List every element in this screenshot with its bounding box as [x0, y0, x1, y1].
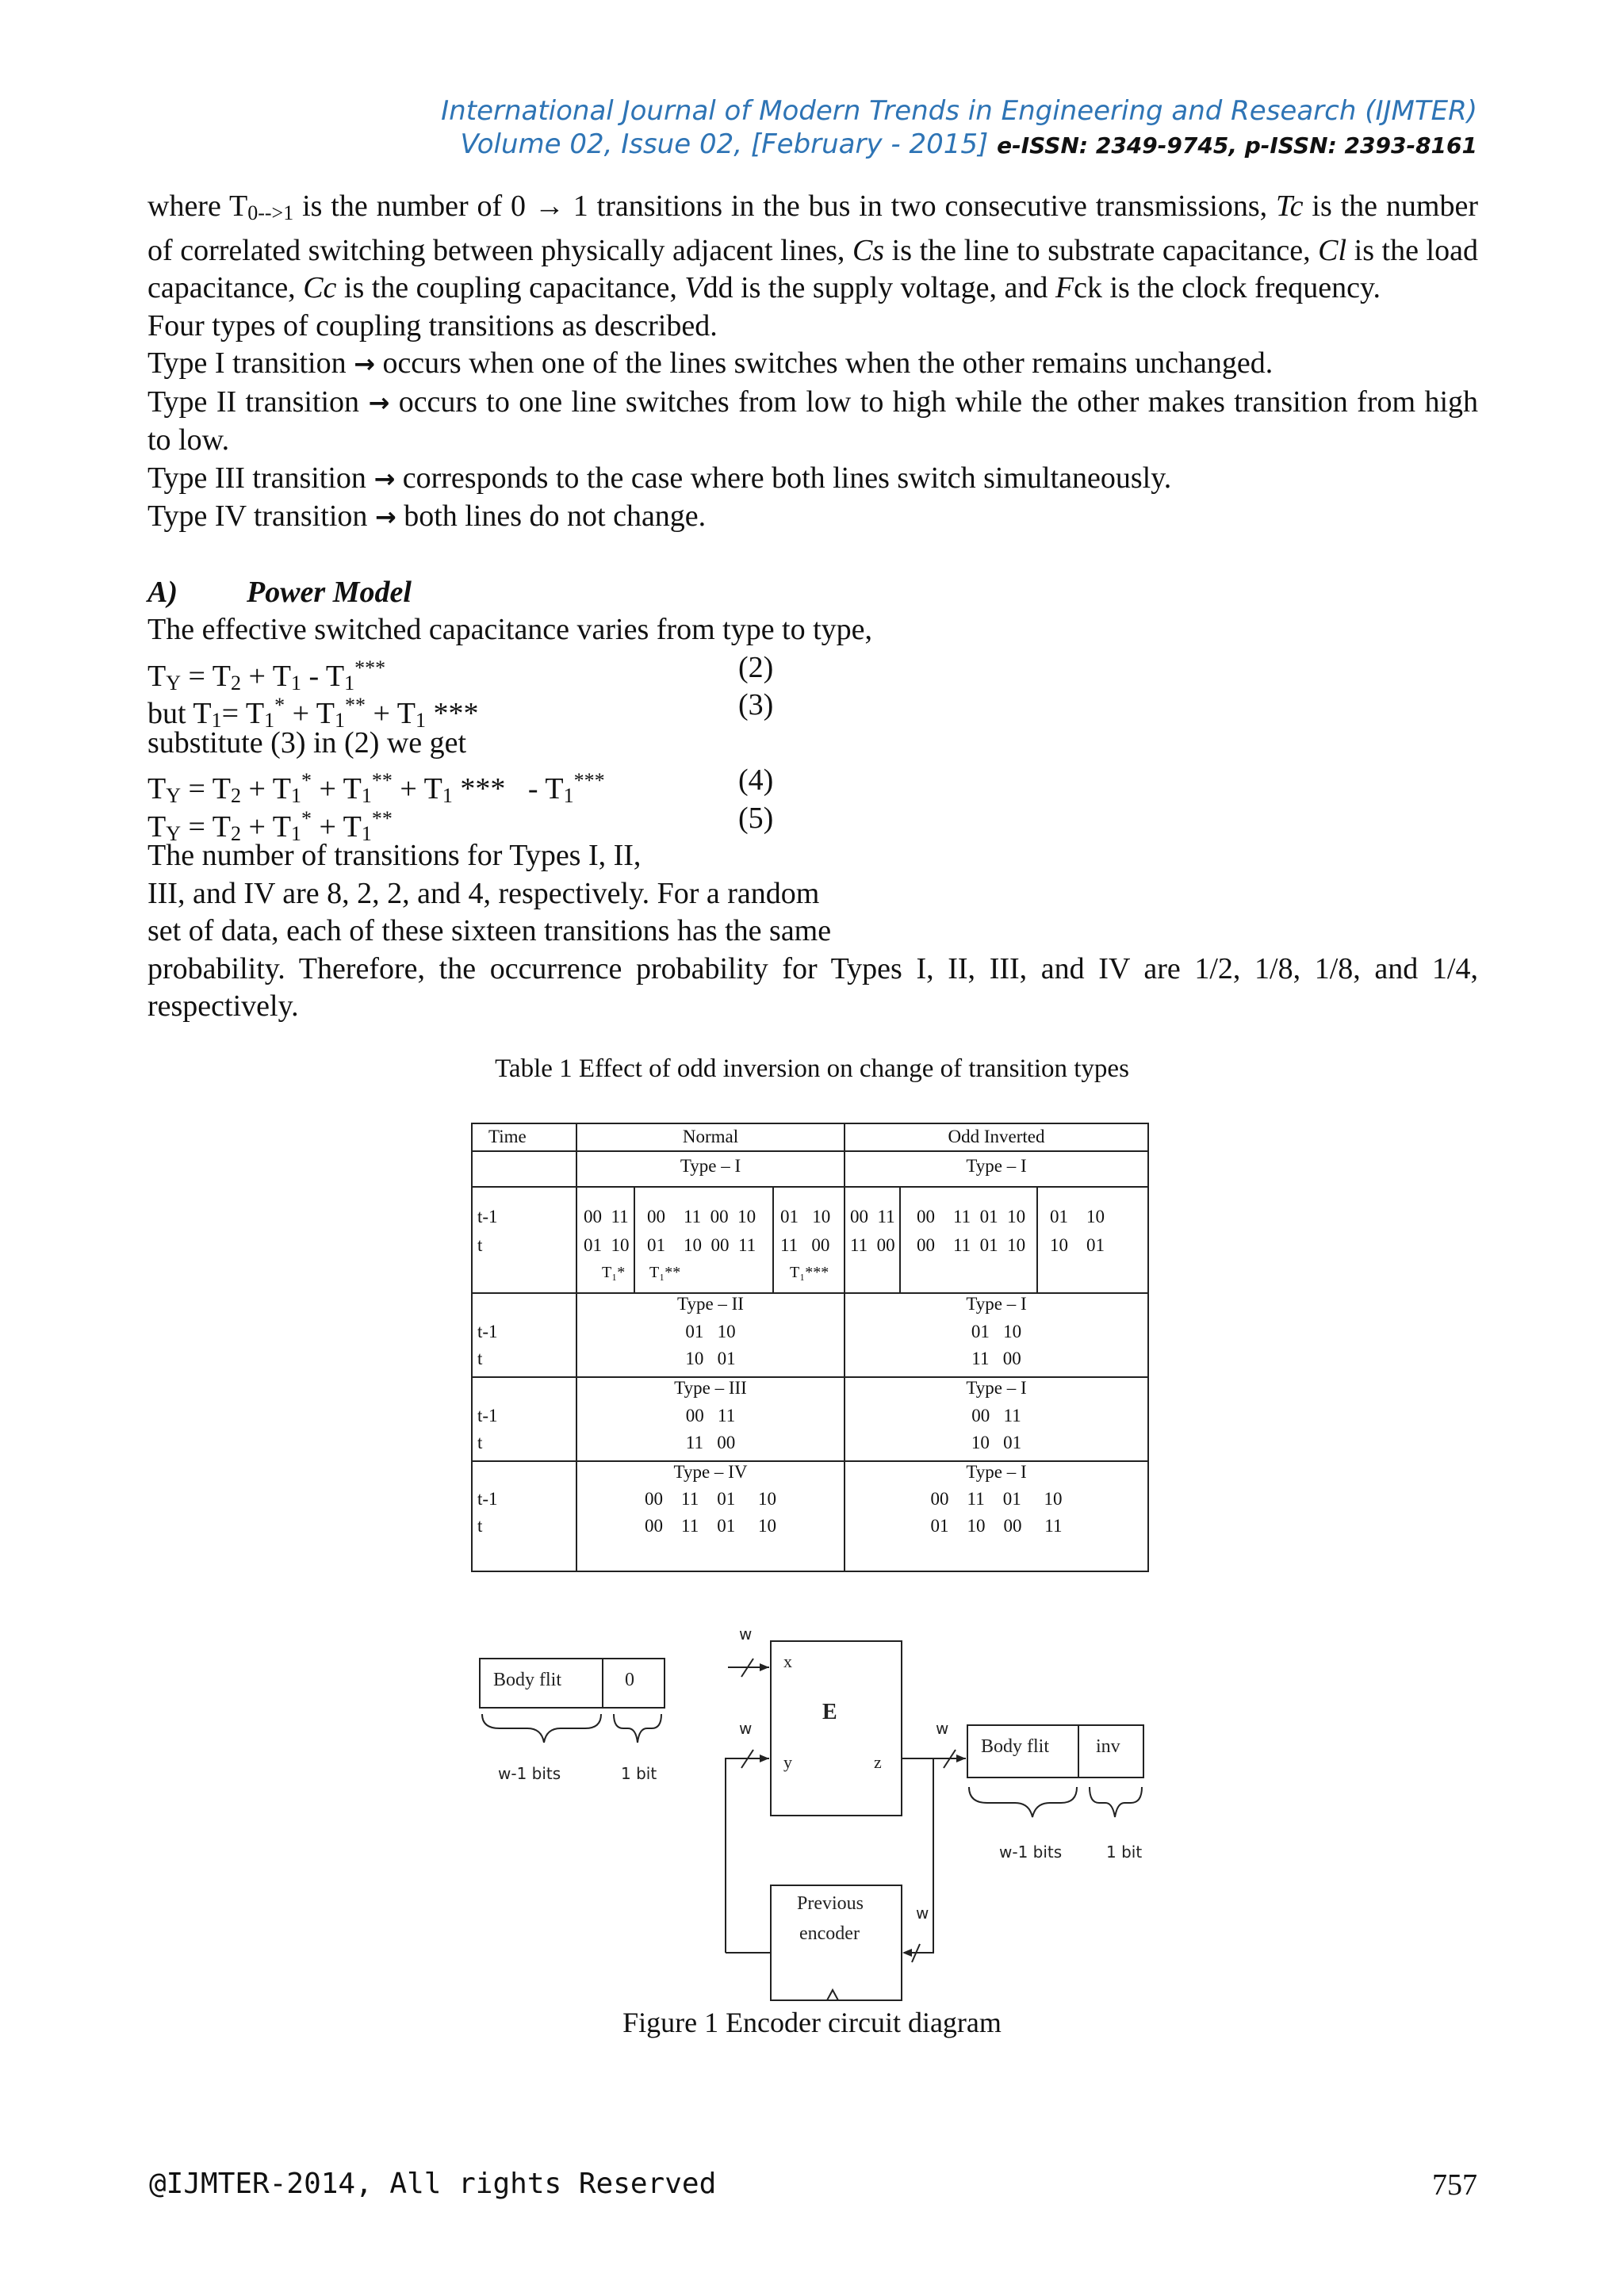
row1-normal-type: Type – I [680, 1156, 741, 1176]
type-2-line: Type II transition → occurs to one line switches from low to high while the other makes transition from high to low. [147, 385, 1479, 457]
row-label: t [477, 1235, 483, 1255]
equation-number: (3) [738, 688, 774, 721]
row1-odd-type: Type – I [966, 1156, 1027, 1176]
equation-number: (5) [738, 801, 774, 835]
equation-expression: substitute (3) in (2) we get [147, 725, 467, 760]
t1-star-label: T₁* [602, 1264, 626, 1281]
transitions-line-2: III, and IV are 8, 2, 2, and 4, respectively. For a random [147, 876, 820, 910]
y-label: y [783, 1752, 792, 1772]
copyright: @IJMTER-2014, All rights Reserved [149, 2168, 717, 2200]
table-cell: 10 01 [971, 1433, 1022, 1452]
equation-4 [147, 725, 1478, 763]
row4-odd-type: Type – I [966, 1462, 1027, 1482]
arrowhead-icon [902, 1949, 912, 1957]
w-label: w [916, 1904, 929, 1923]
equation-expression: but $T_1= T_1^* + T_1^{**} + T_1$ *** [147, 694, 479, 732]
type-1-line: Type I transition → occurs when one of the lines switches when the other remains unchanged. [147, 346, 1274, 380]
table-cell: 00 11 [685, 1406, 736, 1425]
row-label: t [477, 1433, 483, 1452]
left-brace-w1 [482, 1714, 601, 1743]
arrow-icon: → [368, 387, 390, 418]
arrow-icon: → [373, 463, 396, 494]
journal-issue [460, 128, 1477, 160]
row2-odd-type: Type – I [966, 1294, 1027, 1314]
equations [147, 649, 1478, 845]
probability-paragraph: probability. Therefore, the occurrence probability for Types I, II, III, and IV are 1/2, 1/8, 1/8, and 1/4, respectively. [147, 951, 1478, 1023]
journal-title: International Journal of Modern Trends in Engineering and Research (IJMTER) [441, 95, 1477, 127]
x-label: x [783, 1651, 792, 1671]
left-brace-1bit [614, 1714, 661, 1743]
arrow-icon: → [374, 502, 396, 532]
col-normal: Normal [682, 1127, 739, 1146]
type-3-line: Type III transition → corresponds to the case where both lines switch simultaneously. [147, 461, 1172, 495]
table-cell: 01 10 [1050, 1207, 1105, 1226]
w-label: w [739, 1624, 753, 1644]
right-brace-1bit [1090, 1787, 1142, 1817]
equation-expression: $T_Y = T_2 + T_1^* + T_1^{**} + T_1$ *** - $T_1^{***}$ [147, 769, 605, 807]
table-cell: 01 10 [584, 1235, 630, 1255]
transitions-line-1: The number of transitions for Types I, II, [147, 839, 642, 872]
equation-number: (2) [738, 650, 774, 684]
arrow-icon: → [354, 349, 375, 379]
w-label: w [739, 1719, 753, 1738]
row-label: t-1 [477, 1322, 498, 1341]
page-number: 757 [1432, 2168, 1477, 2202]
row-label: t [477, 1516, 483, 1536]
equation-5 [147, 762, 1478, 807]
table-cell: 10 01 [1050, 1235, 1105, 1255]
transitions-line-3: set of data, each of these sixteen transitions has the same [147, 914, 832, 947]
main-text [147, 188, 1478, 1026]
arrowhead-icon [956, 1755, 966, 1762]
e-label: E [822, 1700, 837, 1724]
left-flit-bit: 0 [625, 1670, 634, 1690]
row3-odd-type: Type – I [966, 1378, 1027, 1398]
left-brace-label-2: 1 bit [621, 1764, 657, 1783]
row2-normal-type: Type – II [677, 1294, 744, 1314]
journal-issn: e-ISSN: 2349-9745, p-ISSN: 2393-8161 [997, 132, 1477, 159]
table-cell: 00 11 [850, 1207, 895, 1226]
encoder-label: encoder [799, 1923, 860, 1944]
row4-normal-type: Type – IV [673, 1462, 748, 1482]
t1-dstar-label: T₁** [649, 1264, 681, 1281]
table-cell: 01 10 [780, 1207, 831, 1226]
table-cell: 11 00 [971, 1349, 1021, 1368]
encoder-circuit-diagram [468, 1617, 1166, 2014]
table-cell: 10 01 [685, 1349, 736, 1368]
paragraph-coupling-types: Four types of coupling transitions as described. [147, 308, 718, 342]
row3-normal-type: Type – III [674, 1378, 747, 1398]
table-cell: 00 11 [971, 1406, 1021, 1425]
paragraph-definitions: where $T_{0-->1}$ is the number of 0 → 1 transitions in the bus in two consecutive transmissions, Tc is the number of correlated switching between physically adjacent lines, Cs is the line to substrate capacitance, Cl is the load capacitance, Cc is the coupling capacitance, Vdd is the supply voltage, and Fck is the clock frequency. [147, 189, 1478, 304]
z-label: z [874, 1752, 882, 1772]
left-brace-label-1: w-1 bits [498, 1764, 561, 1783]
table-cell: 00 11 [584, 1207, 629, 1226]
transition-table [471, 1123, 1149, 1572]
type-4-line: Type IV transition → both lines do not change. [147, 499, 707, 533]
section-heading: A) Power Model [147, 575, 412, 609]
table-cell: 01 10 [685, 1322, 736, 1341]
journal-volume: Volume 02, Issue 02, [February - 2015] [460, 128, 989, 160]
equation-3 [147, 687, 1478, 732]
table-cell: 00 11 01 10 [917, 1207, 1026, 1226]
table-cell: 00 11 01 10 [917, 1235, 1026, 1255]
col-odd-inverted: Odd Inverted [948, 1127, 1045, 1146]
row-label: t-1 [477, 1489, 498, 1509]
arrowhead-icon [760, 1755, 769, 1762]
left-flit-label: Body flit [493, 1670, 562, 1690]
w-label: w [936, 1719, 949, 1738]
table-cell: 00 11 01 10 [645, 1516, 776, 1536]
table-cell: 01 10 00 11 [930, 1516, 1063, 1536]
table-cell: 00 11 01 10 [645, 1489, 776, 1509]
arrowhead-icon [760, 1663, 769, 1671]
power-intro: The effective switched capacitance varies from type to type, [147, 613, 873, 646]
equation-number: (4) [738, 763, 774, 797]
right-flit-label: Body flit [981, 1736, 1050, 1757]
previous-label: Previous [797, 1893, 864, 1914]
right-brace-label-1: w-1 bits [999, 1843, 1063, 1862]
right-brace-w1 [969, 1787, 1077, 1817]
table-cell: 01 10 00 11 [647, 1235, 756, 1255]
row-label: t-1 [477, 1406, 498, 1425]
t1-tstar-label: T₁*** [790, 1264, 829, 1281]
table-cell: 00 11 00 10 [647, 1207, 756, 1226]
row-label: t [477, 1349, 483, 1368]
table-caption: Table 1 Effect of odd inversion on change of transition types [495, 1054, 1129, 1083]
figure-caption: Figure 1 Encoder circuit diagram [622, 2007, 1002, 2038]
table-cell: 00 11 01 10 [930, 1489, 1063, 1509]
right-brace-label-2: 1 bit [1106, 1843, 1143, 1862]
table-cell: 01 10 [971, 1322, 1022, 1341]
equation-6 [147, 800, 1478, 845]
row-label: t-1 [477, 1207, 498, 1226]
equation-expression: $T_Y = T_2 + T_1^* + T_1^{**}$ [147, 806, 393, 845]
col-time: Time [488, 1127, 527, 1146]
table-cell: 11 00 [780, 1235, 830, 1255]
equation-expression: $T_Y = T_2 + T_1 - T_1^{***}$ [147, 656, 386, 695]
equation-2 [147, 649, 1478, 695]
right-flit-bit: inv [1096, 1736, 1120, 1757]
table-cell: 11 00 [850, 1235, 895, 1255]
table-cell: 11 00 [685, 1433, 736, 1452]
